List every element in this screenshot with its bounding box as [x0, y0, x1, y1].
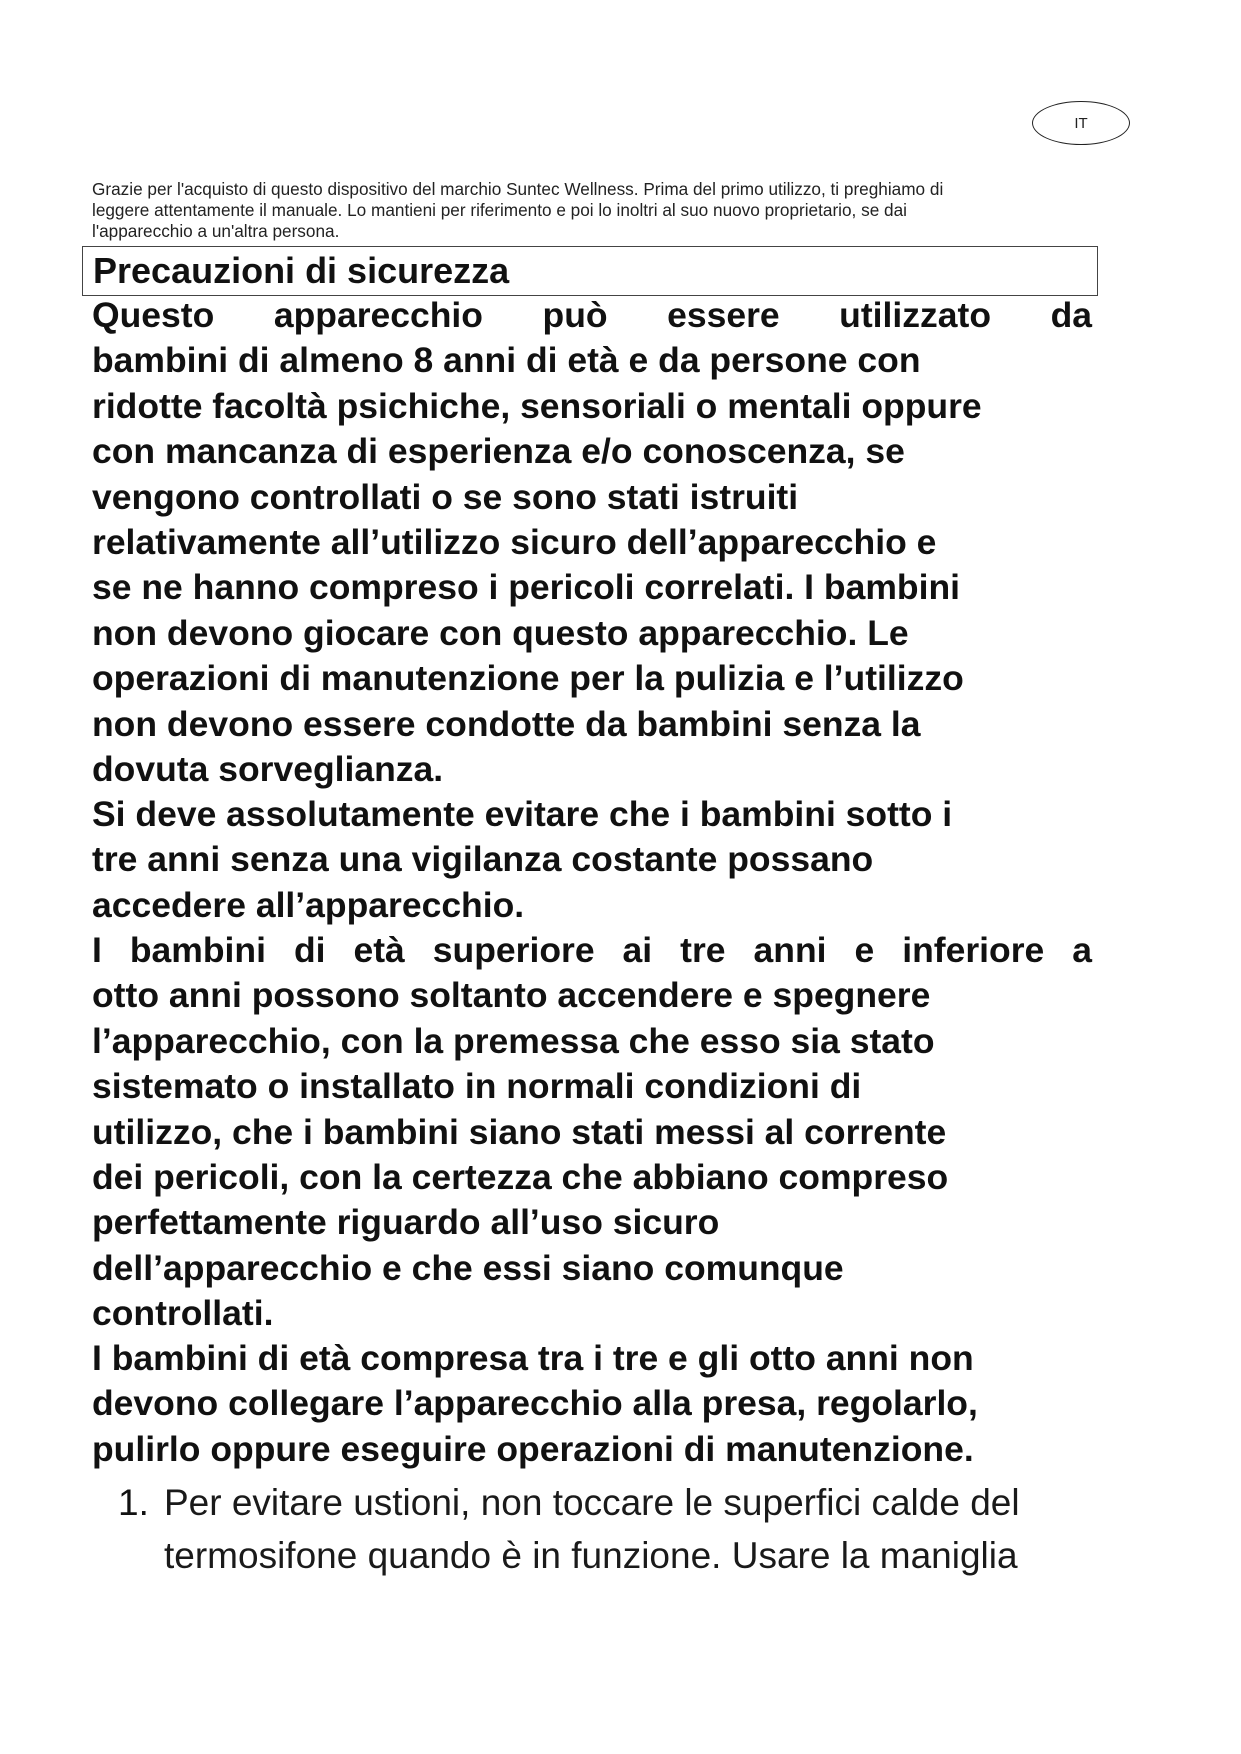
intro-line: l'apparecchio a un'altra persona. — [92, 221, 340, 241]
safety-paragraph-2 — [92, 792, 1092, 928]
paragraph-line: otto anni possono soltanto accendere e spegnere — [92, 975, 931, 1016]
numbered-list — [118, 1476, 1118, 1582]
paragraph-line: Questo apparecchio può essere utilizzato da — [92, 295, 1092, 335]
intro-text — [92, 179, 1092, 242]
safety-paragraph-3 — [92, 928, 1092, 1337]
paragraph-line: operazioni di manutenzione per la pulizia e l’utilizzo — [92, 658, 964, 699]
paragraph-line: accedere all’apparecchio. — [92, 884, 525, 925]
paragraph-line: utilizzo, che i bambini siano stati messi al corrente — [92, 1111, 947, 1152]
paragraph-line: l’apparecchio, con la premessa che esso sia stato — [92, 1020, 935, 1061]
language-badge: IT — [1032, 101, 1130, 145]
list-item — [118, 1476, 1118, 1582]
paragraph-line: tre anni senza una vigilanza costante possano — [92, 839, 874, 880]
paragraph-line: perfettamente riguardo all’uso sicuro — [92, 1202, 720, 1243]
paragraph-line: non devono giocare con questo apparecchio. Le — [92, 612, 909, 653]
section-header-box — [82, 246, 1098, 296]
paragraph-line: devono collegare l’apparecchio alla presa, regolarlo, — [92, 1383, 978, 1424]
paragraph-line: con mancanza di esperienza e/o conoscenza, se — [92, 431, 905, 472]
section-title: Precauzioni di sicurezza — [93, 250, 510, 291]
paragraph-line: se ne hanno compreso i pericoli correlati. I bambini — [92, 567, 960, 608]
paragraph-line: non devono essere condotte da bambini senza la — [92, 703, 921, 744]
paragraph-line: sistemato o installato in normali condizioni di — [92, 1066, 862, 1107]
intro-line: Grazie per l'acquisto di questo dispositivo del marchio Suntec Wellness. Prima del primo utilizzo, ti preghiamo di — [92, 179, 944, 199]
intro-line: leggere attentamente il manuale. Lo mantieni per riferimento e poi lo inoltri al suo nuovo proprietario, se dai — [92, 200, 907, 220]
paragraph-line: Si deve assolutamente evitare che i bambini sotto i — [92, 794, 953, 834]
paragraph-line: dei pericoli, con la certezza che abbiano compreso — [92, 1156, 949, 1197]
paragraph-line: dovuta sorveglianza. — [92, 748, 444, 789]
paragraph-line: bambini di almeno 8 anni di età e da persone con — [92, 340, 921, 381]
list-item-line: Per evitare ustioni, non toccare le superfici calde del — [164, 1482, 1020, 1523]
paragraph-line: I bambini di età superiore ai tre anni e inferiore a — [92, 930, 1092, 970]
list-number: 1. — [118, 1482, 149, 1523]
paragraph-line: I bambini di età compresa tra i tre e gli otto anni non — [92, 1338, 974, 1378]
paragraph-line: vengono controllati o se sono stati istruiti — [92, 476, 799, 517]
safety-paragraph-4 — [92, 1336, 1092, 1472]
paragraph-line: ridotte facoltà psichiche, sensoriali o mentali oppure — [92, 385, 982, 426]
paragraph-line: dell’apparecchio e che essi siano comunque — [92, 1247, 844, 1288]
paragraph-line: controllati. — [92, 1293, 274, 1334]
safety-paragraph-1 — [92, 293, 1092, 792]
paragraph-line: pulirlo oppure eseguire operazioni di manutenzione. — [92, 1428, 974, 1469]
list-item-line: termosifone quando è in funzione. Usare la maniglia — [164, 1535, 1018, 1576]
paragraph-line: relativamente all’utilizzo sicuro dell’apparecchio e — [92, 521, 937, 562]
